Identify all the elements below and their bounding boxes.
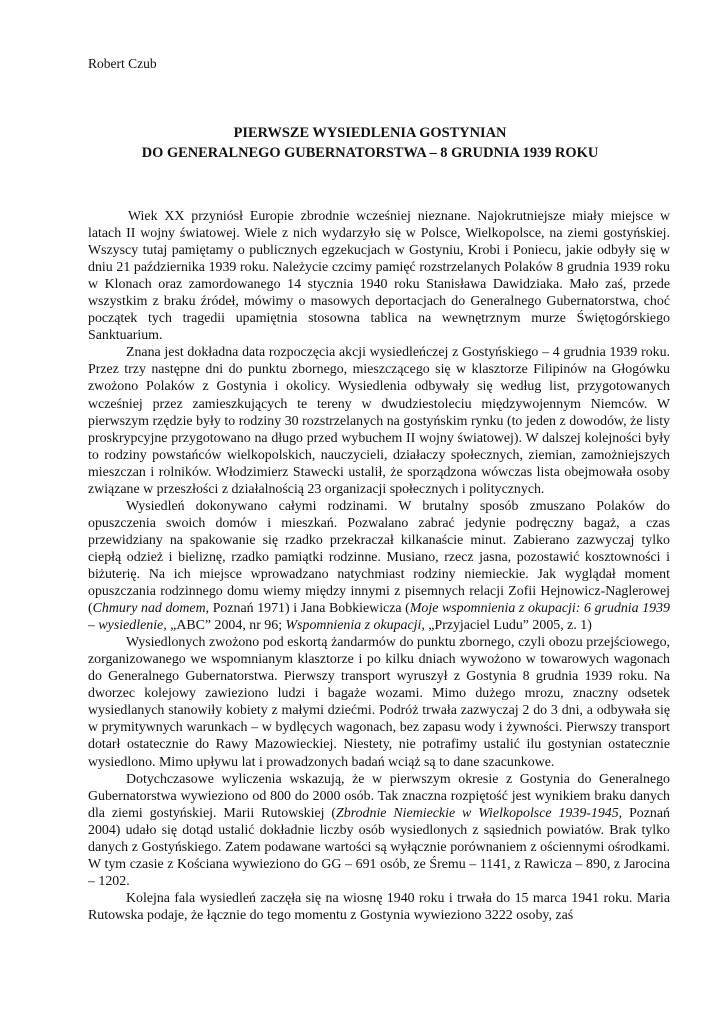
paragraph-4: Wysiedlonych zwożono pod eskortą żandarmów do punktu zbornego, czyli obozu przejściowego, zorganizowanego we wspomnianym klasztorze i po kilku dniach wywożono w towarowych wagonach do Generalnego Gubernatorstwa. Pierwszy transport wyruszył z Gostynia 8 grudnia 1939 roku. Na dworzec kolejowy zawieziono ludzi i bagaże wozami. Mimo dużego mrozu, znaczny odsetek wysiedlanych stanowiły kobiety z małymi dziećmi. Podróż trwała zazwyczaj 2 do 3 dni, a odbywała się w prymitywnych warunkach – w bydlęcych wagonach, bez zapasu wody i żywności. Pierwszy transport dotarł ostatecznie do Rawy Mazowieckiej. Niestety, nie potrafimy ustalić ilu gostynian ostatecznie wysiedlono. Mimo upływu lat i prowadzonych badań wciąż są to dane szacunkowe. xyxy=(88,635,670,770)
paragraph-5-text-b: Poznań 2004) udało się dotąd ustalić dokładnie liczby osób wysiedlonych z sąsiednich powiatów. Brak tylko danych z Gostyńskiego. Zatem podawane wartości są wyłącznie porównaniem z ościennymi ośrodkami. W tym czasie z Kościana wywieziono do GG – 691 osób, ze Śremu – 1141, z Rawicza – 890, z Jarocina – 1202. xyxy=(88,805,670,889)
citation-title-zbrodnie: Zbrodnie Niemieckie w Wielkopolsce 1939-1945, xyxy=(336,805,623,821)
paragraph-3-text-b: , Poznań 1971) i Jana Bobkiewicza ( xyxy=(205,601,410,617)
article-title xyxy=(60,123,680,163)
article-body xyxy=(88,208,670,924)
paragraph-6: Kolejna fala wysiedleń zaczęła się na wiosnę 1940 roku i trwała do 15 marca 1941 roku. Maria Rutowska podaje, że łącznie do tego momentu z Gostynia wywieziono 3222 osoby, zaś xyxy=(88,890,670,923)
paragraph-1: Wiek XX przyniósł Europie zbrodnie wcześniej nieznane. Najokrutniejsze miały miejsce w latach II wojny światowej. Wiele z nich wydarzyło się w Polsce, Wielkopolsce, na ziemi gostyńskiej. Wszyscy tutaj pamiętamy o publicznych egzekucjach w Gostyniu, Krobi i Poniecu, jakie odbyły się w dniu 21 października 1939 roku. Należycie czcimy pamięć rozstrzelanych Polaków 8 grudnia 1939 roku w Klonach oraz zamordowanego 14 stycznia 1940 roku Stanisława Dawidziaka. Mało zaś, przede wszystkim z braku źródeł, mówimy o masowych deportacjach do Generalnego Gubernatorstwa, choć początek tych tragedii upamiętnia stosowna tablica na wewnętrznym murze Świętogórskiego Sanktuarium. xyxy=(88,209,670,344)
paragraph-3-text-d: „Przyjaciel Ludu” 2005, z. 1) xyxy=(424,618,592,634)
citation-title-wspomnienia: Wspomnienia z okupacji, xyxy=(285,618,425,634)
title-line-1: PIERWSZE WYSIEDLENIA GOSTYNIAN xyxy=(233,125,507,141)
paragraph-3 xyxy=(88,498,670,634)
author-name: Robert Czub xyxy=(88,56,157,71)
paragraph-5 xyxy=(88,771,670,890)
citation-title-moje-wspomnienia: Moje wspomnienia z okupacji: 6 grudnia 1939 – wysiedlenie, xyxy=(88,601,670,634)
paragraph-3-text-a: Wysiedleń dokonywano całymi rodzinami. W brutalny sposób zmuszano Polaków do opuszczenia swoich domów i mieszkań. Pozwalano zabrać jedynie podręczny bagaż, a czas przewidziany na spakowanie się rzadko przekraczał kilkanaście minut. Zabierano zazwyczaj tylko ciepłą odzież i bieliznę, rzadko pamiątki rodzinne. Musiano, rzecz jasna, pozostawić kosztowności i biżuterię. Na ich miejsce wprowadzano natychmiast rodziny niemieckie. Jak wyglądał moment opuszczania rodzinnego domu wiemy między innymi z pisemnych relacji Zofii Hejnowicz-Naglerowej ( xyxy=(88,498,670,617)
paragraph-2: Znana jest dokładna data rozpoczęcia akcji wysiedleńczej z Gostyńskiego – 4 grudnia 1939 roku. Przez trzy następne dni do punktu zbornego, mieszczącego się w klasztorze Filipinów na Głogówku zwożono Polaków z Gostynia i okolicy. Wysiedlenia odbywały się według list, przygotowanych wcześniej przez zamieszkujących te tereny w dwudziestoleciu międzywojennym Niemców. W pierwszym rzędzie były to rodziny 30 rozstrzelanych na gostyńskim rynku (to jeden z dowodów, że listy proskrypcyjne przygotowano na długo przed wybuchem II wojny światowej). W dalszej kolejności były to rodziny powstańców wielkopolskich, nauczycieli, działaczy społecznych, ziemian, zamożniejszych mieszczan i rolników. Włodzimierz Stawecki ustalił, że sporządzona wówczas lista obejmowała osoby związane w przeszłości z działalnością 23 organizacji społecznych i politycznych. xyxy=(88,345,670,497)
paragraph-3-text-c: „ABC” 2004, nr 96; xyxy=(166,618,286,634)
title-line-2: DO GENERALNEGO GUBERNATORSTWA – 8 GRUDNIA 1939 ROKU xyxy=(141,145,599,161)
paragraph-5-text-a: Dotychczasowe wyliczenia wskazują, że w pierwszym okresie z Gostynia do Generalnego Gubernatorstwa wywieziono od 800 do 2000 osób. Tak znaczna rozpiętość jest wynikiem braku danych dla ziemi gostyńskiej. Marii Rutowskiej ( xyxy=(88,771,670,821)
citation-title-chmury: Chmury nad domem xyxy=(92,601,206,617)
